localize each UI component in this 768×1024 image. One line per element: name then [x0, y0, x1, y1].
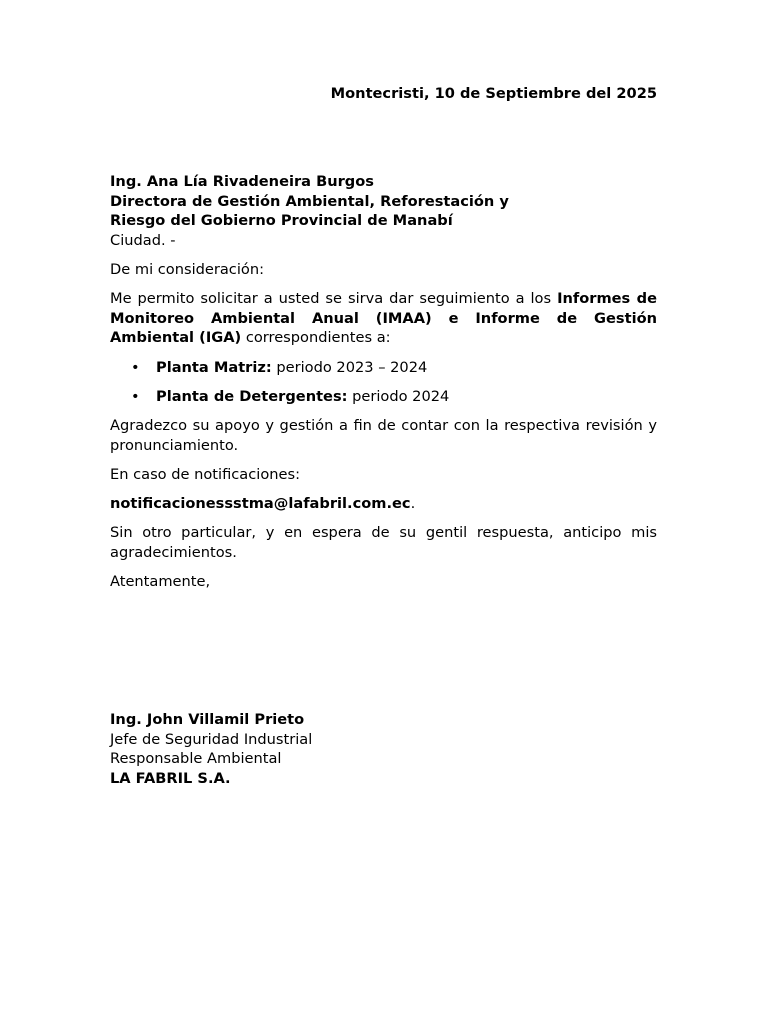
- request-reports: Informes de Monitoreo Ambiental Anual (IMAA) e Informe de Gestión Ambiental (IGA): [110, 290, 657, 347]
- thanks-paragraph: Agradezco su apoyo y gestión a fin de contar con la respectiva revisión y pronunciamiento.: [110, 416, 657, 454]
- email-link[interactable]: notificacionessstma@lafabril.com.ec: [110, 494, 411, 512]
- notifications-label: En caso de notificaciones:: [110, 465, 300, 483]
- email-line: [110, 494, 657, 514]
- plant-period: periodo 2023 – 2024: [271, 358, 428, 376]
- signer-company: LA FABRIL S.A.: [110, 769, 231, 787]
- signature-block: [110, 710, 657, 788]
- recipient-name: Ing. Ana Lía Rivadeneira Burgos: [110, 173, 374, 190]
- plant-label: Planta Matriz:: [156, 358, 272, 376]
- date-line: Montecristi, 10 de Septiembre del 2025: [330, 85, 657, 102]
- request-lead: Me permito solicitar a usted se sirva dar seguimiento a los: [110, 290, 558, 308]
- signer-role2: Responsable Ambiental: [110, 750, 282, 768]
- email-suffix: .: [410, 494, 416, 512]
- plant-list: [110, 358, 657, 407]
- closing: Atentamente,: [110, 572, 211, 590]
- list-item: [110, 387, 657, 407]
- bullet-icon: •: [131, 358, 140, 376]
- list-item: [110, 358, 657, 378]
- recipient-city: Ciudad. -: [110, 231, 176, 249]
- request-tail: correspondientes a:: [241, 329, 391, 347]
- signer-role1: Jefe de Seguridad Industrial: [110, 730, 313, 748]
- plant-label: Planta de Detergentes:: [156, 387, 348, 405]
- recipient-title-line2: Riesgo del Gobierno Provincial de Manabí: [110, 212, 453, 230]
- recipient-title-line1: Directora de Gestión Ambiental, Reforestación y: [110, 192, 509, 210]
- recipient-block: [110, 172, 657, 250]
- bullet-icon: •: [131, 387, 140, 405]
- closing-paragraph: Sin otro particular, y en espera de su gentil respuesta, anticipo mis agradecimientos.: [110, 524, 657, 561]
- salutation: De mi consideración:: [110, 261, 264, 278]
- request-paragraph: [110, 289, 657, 348]
- letter-body: [110, 260, 657, 601]
- plant-period: periodo 2024: [347, 387, 450, 405]
- signer-name: Ing. John Villamil Prieto: [110, 711, 305, 728]
